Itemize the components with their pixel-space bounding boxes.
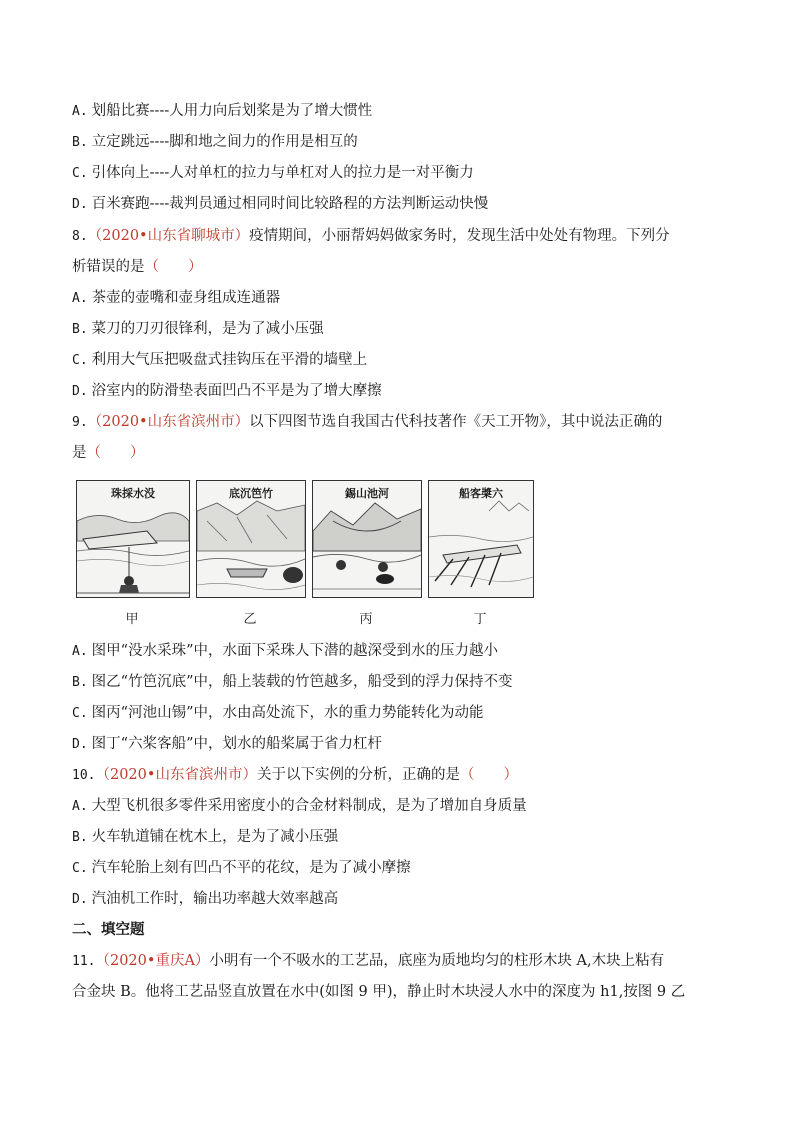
- question-stem: 小明有一个不吸水的工艺品，底座为质地均匀的柱形木块 A,木块上粘有: [209, 953, 665, 969]
- figure-label: 丙: [359, 612, 373, 627]
- q10-option-d: [72, 889, 338, 910]
- q9-option-c: [72, 703, 483, 724]
- q8-option-a: [72, 288, 280, 309]
- figure-label: 丁: [473, 612, 487, 627]
- q11-stem-cont: [72, 982, 685, 1002]
- q8-option-c: [72, 350, 367, 371]
- figure-label: 乙: [243, 612, 257, 627]
- question-source: （2020•山东省滨州市）: [95, 767, 257, 783]
- option-text: 浴室内的防滑垫表面凹凸不平是为了增大摩擦: [91, 383, 382, 399]
- option-label: C.: [72, 166, 88, 181]
- q8-option-b: [72, 319, 324, 340]
- option-text: 图丁“六桨客船”中，划水的船桨属于省力杠杆: [91, 736, 382, 752]
- option-text: 汽车轮胎上刻有凹凸不平的花纹，是为了减小摩擦: [91, 860, 411, 876]
- question-number: 11.: [72, 954, 96, 969]
- question-stem: 析错误的是: [72, 259, 145, 275]
- q10-stem: [72, 765, 518, 786]
- figure-jia: [76, 480, 190, 598]
- option-label: D.: [72, 384, 88, 399]
- option-label: A.: [72, 799, 88, 814]
- q9-option-b: [72, 672, 512, 693]
- q10-option-b: [72, 827, 338, 848]
- q11-stem: [72, 951, 664, 972]
- option-text: 图甲“没水采珠”中，水面下采珠人下潜的越深受到水的压力越小: [91, 643, 498, 659]
- q9-option-a: [72, 641, 498, 662]
- question-source: （2020•山东省滨州市）: [87, 414, 250, 430]
- question-number: 10.: [72, 768, 96, 783]
- option-text: 立定跳远----脚和地之间力的作用是相互的: [91, 134, 358, 150]
- q9-stem: [72, 412, 662, 433]
- question-stem: 疫情期间，小丽帮妈妈做家务时，发现生活中处处有物理。下列分: [249, 228, 670, 244]
- figure-label: 甲: [125, 612, 139, 627]
- q9-stem-cont: [72, 443, 145, 463]
- figure-ding: [428, 480, 534, 598]
- section-title: 二、填空题: [72, 921, 145, 938]
- option-label: B.: [72, 675, 88, 690]
- answer-paren: （ ）: [86, 445, 145, 461]
- figure-title: 錫山池河: [345, 487, 389, 500]
- option-label: A.: [72, 104, 88, 119]
- option-label: D.: [72, 197, 88, 212]
- question-number: 8.: [72, 229, 88, 244]
- question-number: 9.: [72, 415, 88, 430]
- q9-option-d: [72, 734, 382, 755]
- q7-option-b: [72, 132, 358, 153]
- answer-paren: （ ）: [459, 767, 518, 783]
- q10-option-c: [72, 858, 411, 879]
- option-text: 火车轨道铺在枕木上，是为了减小压强: [91, 829, 339, 845]
- question-source: （2020•山东省聊城市）: [87, 228, 250, 244]
- option-text: 大型飞机很多零件采用密度小的合金材料制成，是为了增加自身质量: [91, 798, 527, 814]
- option-text: 引体向上----人对单杠的拉力与单杠对人的拉力是一对平衡力: [91, 165, 474, 181]
- option-text: 茶壶的壶嘴和壶身组成连通器: [91, 290, 281, 306]
- question-stem: 是: [72, 445, 87, 461]
- figure-title: 珠採水没: [111, 487, 155, 500]
- figure-title: 底沉笆竹: [229, 487, 273, 500]
- q8-stem-cont: [72, 257, 203, 277]
- option-label: D.: [72, 737, 88, 752]
- question-stem: 合金块 B。他将工艺品竖直放置在水中(如图 9 甲)，静止时木块浸人水中的深度为 h1,按图 9 乙: [72, 984, 686, 1000]
- figure-yi: [196, 480, 306, 598]
- question-stem: 关于以下实例的分析，正确的是: [256, 767, 460, 783]
- q7-option-c: [72, 163, 474, 184]
- option-label: B.: [72, 322, 88, 337]
- q7-option-d: [72, 194, 488, 215]
- question-stem: 以下四图节选自我国古代科技著作《天工开物》，其中说法正确的: [249, 414, 663, 430]
- answer-paren: （ ）: [144, 259, 203, 275]
- option-label: C.: [72, 353, 88, 368]
- option-text: 汽油机工作时，输出功率越大效率越高: [91, 891, 339, 907]
- option-label: B.: [72, 830, 88, 845]
- option-text: 图乙“竹笆沉底”中，船上装载的竹笆越多，船受到的浮力保持不变: [91, 674, 513, 690]
- q8-option-d: [72, 381, 382, 402]
- option-text: 图丙“河池山锡”中，水由高处流下，水的重力势能转化为动能: [91, 705, 484, 721]
- option-text: 百米赛跑----裁判员通过相同时间比较路程的方法判断运动快慢: [91, 196, 489, 212]
- option-label: B.: [72, 135, 88, 150]
- q8-stem: [72, 226, 670, 247]
- option-label: D.: [72, 892, 88, 907]
- q10-option-a: [72, 796, 527, 817]
- option-text: 利用大气压把吸盘式挂钩压在平滑的墙壁上: [91, 352, 368, 368]
- option-label: A.: [72, 291, 88, 306]
- question-source: （2020•重庆A）: [95, 953, 210, 969]
- option-label: C.: [72, 706, 88, 721]
- q7-option-a: [72, 101, 372, 122]
- option-text: 菜刀的刀刃很锋利，是为了减小压强: [91, 321, 324, 337]
- option-label: A.: [72, 644, 88, 659]
- option-label: C.: [72, 861, 88, 876]
- figure-title: 船客槳六: [459, 487, 503, 500]
- figure-bing: [312, 480, 422, 598]
- option-text: 划船比赛----人用力向后划桨是为了增大惯性: [91, 103, 373, 119]
